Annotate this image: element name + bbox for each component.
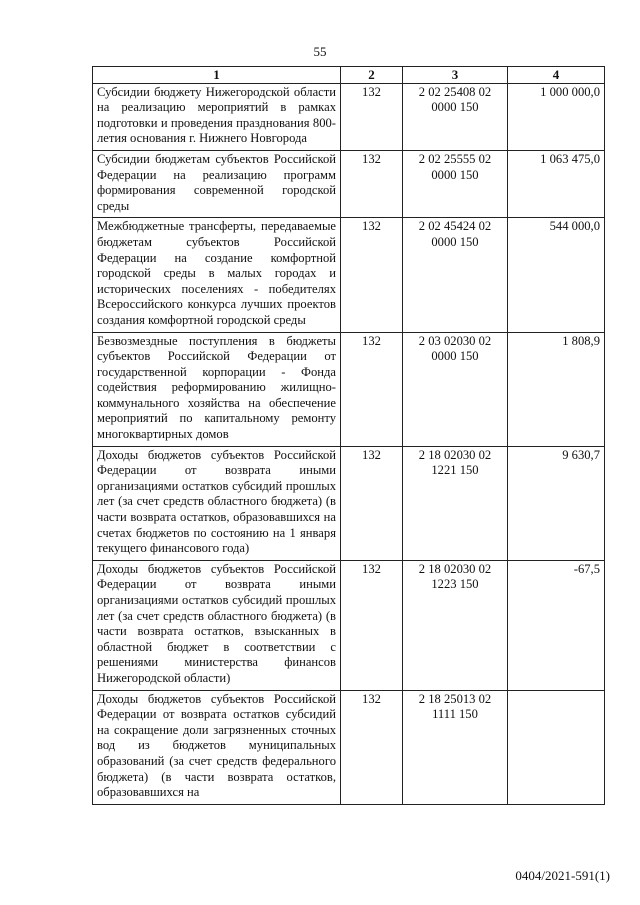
row-admin-code: 132	[341, 446, 403, 560]
row-kbk-code: 2 18 02030 02 1223 150	[403, 560, 508, 690]
row-amount: 1 808,9	[508, 332, 605, 446]
table-row	[93, 332, 605, 446]
column-header-1: 1	[93, 67, 341, 84]
row-description: Безвозмездные поступления в бюджеты субъектов Российской Федерации от государственной корпорации - Фонда содействия реформированию жилищно-коммунального хозяйства на обеспечение мероприятий по капитальному ремонту многоквартирных домов	[93, 332, 341, 446]
row-description: Субсидии бюджету Нижегородской области на реализацию мероприятий в рамках подготовки и проведения празднования 800-летия основания г. Нижнего Новгорода	[93, 83, 341, 150]
row-admin-code: 132	[341, 560, 403, 690]
row-admin-code: 132	[341, 690, 403, 804]
table-row	[93, 560, 605, 690]
table-row	[93, 83, 605, 150]
row-kbk-code: 2 02 25408 02 0000 150	[403, 83, 508, 150]
column-header-2: 2	[341, 67, 403, 84]
row-kbk-code: 2 02 25555 02 0000 150	[403, 150, 508, 217]
row-amount	[508, 690, 605, 804]
row-description: Субсидии бюджетам субъектов Российской Федерации на реализацию программ формирования современной городской среды	[93, 150, 341, 217]
table-header-row	[93, 67, 605, 84]
column-header-4: 4	[508, 67, 605, 84]
document-registration-number: 0404/2021-591(1)	[515, 868, 610, 883]
row-amount: -67,5	[508, 560, 605, 690]
row-description: Межбюджетные трансферты, передаваемые бюджетам субъектов Российской Федерации на создание комфортной городской среды в малых городах и исторических поселениях - победителях Всероссийского конкурса лучших проектов создания комфортной городской среды	[93, 218, 341, 332]
table-row	[93, 690, 605, 804]
page-number: 55	[313, 44, 327, 59]
row-admin-code: 132	[341, 83, 403, 150]
table-row	[93, 150, 605, 217]
row-admin-code: 132	[341, 218, 403, 332]
table-row	[93, 218, 605, 332]
table-row	[93, 446, 605, 560]
row-amount: 9 630,7	[508, 446, 605, 560]
row-admin-code: 132	[341, 150, 403, 217]
row-kbk-code: 2 02 45424 02 0000 150	[403, 218, 508, 332]
row-kbk-code: 2 18 02030 02 1221 150	[403, 446, 508, 560]
row-amount: 1 063 475,0	[508, 150, 605, 217]
row-description: Доходы бюджетов субъектов Российской Федерации от возврата иными организациями остатков субсидий прошлых лет (за счет средств областного бюджета) (в части возврата остатков, образовавшихся на счетах бюджетов по состоянию на 1 января текущего финансового года)	[93, 446, 341, 560]
budget-table	[92, 66, 605, 805]
row-kbk-code: 2 03 02030 02 0000 150	[403, 332, 508, 446]
row-amount: 544 000,0	[508, 218, 605, 332]
row-description: Доходы бюджетов субъектов Российской Федерации от возврата иными организациями остатков субсидий прошлых лет (за счет средств областного бюджета) (в части возврата остатков, взысканных в областной бюджет в соответствии с решениями министерства финансов Нижегородской области)	[93, 560, 341, 690]
row-description: Доходы бюджетов субъектов Российской Федерации от возврата остатков субсидий на сокращение доли загрязненных сточных вод из бюджетов муниципальных образований (за счет средств федерального бюджета) (в части возврата остатков, образовавшихся на	[93, 690, 341, 804]
row-kbk-code: 2 18 25013 02 1111 150	[403, 690, 508, 804]
row-admin-code: 132	[341, 332, 403, 446]
column-header-3: 3	[403, 67, 508, 84]
row-amount: 1 000 000,0	[508, 83, 605, 150]
